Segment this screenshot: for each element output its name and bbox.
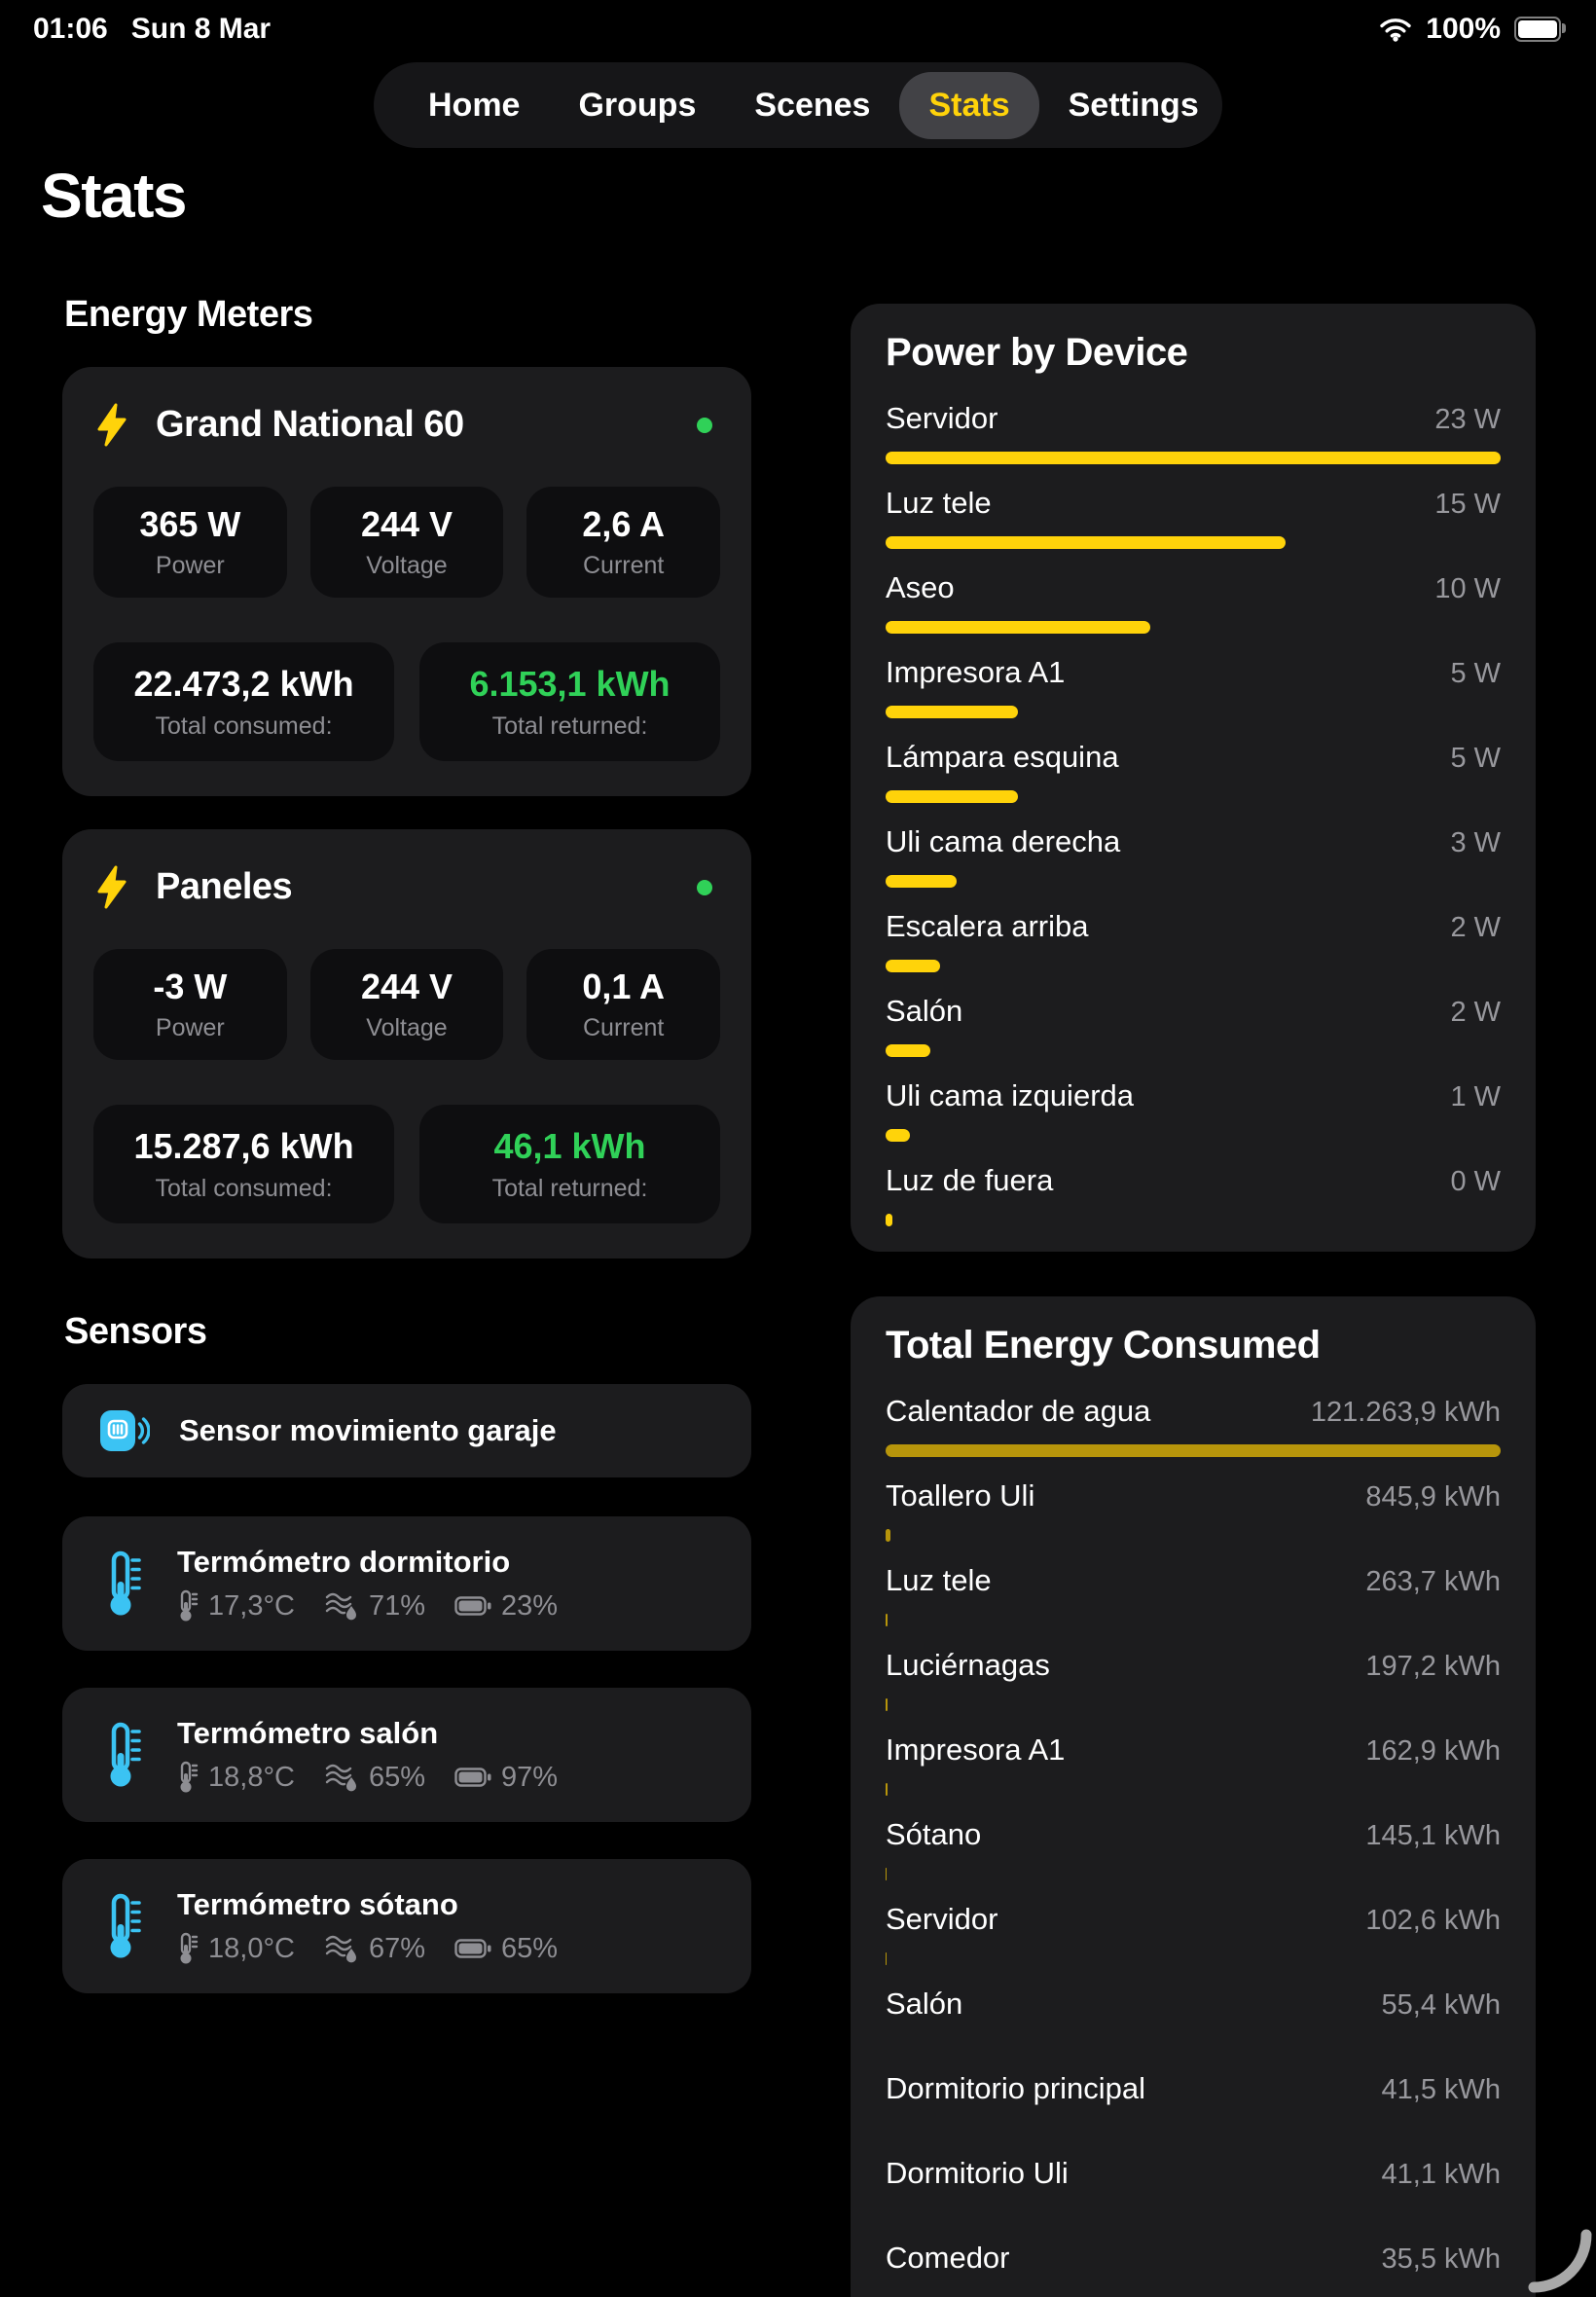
stat-box-current: [526, 487, 720, 598]
device-name: Uli cama derecha: [886, 824, 1121, 858]
total-consumed-value: 15.287,6 kWh: [133, 1125, 354, 1166]
energy-row: [886, 2134, 1501, 2219]
stat-value: 0,1 A: [582, 966, 666, 1006]
device-name: Escalera arriba: [886, 909, 1089, 943]
device-power-row: [886, 634, 1501, 718]
stat-value: 365 W: [139, 504, 241, 544]
humidity-icon: [324, 1762, 359, 1793]
device-power-row: [886, 1142, 1501, 1226]
humidity-reading: [324, 1762, 425, 1794]
battery-reading: [454, 1933, 558, 1965]
device-name: Luz de fuera: [886, 1163, 1054, 1197]
energy-name: Servidor: [886, 1902, 998, 1936]
page-title: Stats: [41, 161, 186, 231]
energy-name: Luz tele: [886, 1563, 992, 1597]
energy-bar: [886, 1614, 888, 1626]
battery-value: 97%: [501, 1761, 559, 1793]
device-power-value: 23 W: [1434, 404, 1501, 435]
sensor-title: Termómetro sótano: [177, 1887, 458, 1921]
total-consumed-box: [93, 642, 394, 761]
thermometer-icon: [99, 1893, 144, 1959]
battery-mini-icon: [454, 1939, 491, 1958]
energy-bar: [886, 1952, 887, 1965]
energy-value: 41,5 kWh: [1381, 2074, 1501, 2105]
device-power-value: 2 W: [1450, 997, 1501, 1028]
energy-name: Toallero Uli: [886, 1478, 1035, 1513]
device-name: Uli cama izquierda: [886, 1078, 1134, 1112]
total-returned-label: Total returned:: [491, 711, 648, 740]
thermometer-icon: [99, 1722, 144, 1788]
energy-name: Comedor: [886, 2241, 1010, 2275]
device-power-value: 0 W: [1450, 1166, 1501, 1197]
device-power-value: 1 W: [1450, 1081, 1501, 1112]
total-returned-box: [419, 1105, 720, 1223]
energy-row: [886, 1965, 1501, 2050]
thermometer-mini-icon: [177, 1932, 199, 1965]
device-power-value: 5 W: [1450, 743, 1501, 774]
panel-title: Total Energy Consumed: [886, 1324, 1321, 1367]
energy-name: Calentador de agua: [886, 1394, 1151, 1428]
device-name: Luz tele: [886, 486, 992, 520]
total-returned-value: 6.153,1 kWh: [469, 663, 671, 704]
humidity-reading: [324, 1590, 425, 1622]
power-bar: [886, 960, 940, 972]
energy-value: 41,1 kWh: [1381, 2159, 1501, 2190]
power-bar: [886, 621, 1150, 634]
energy-bar: [886, 1529, 890, 1542]
tab-settings[interactable]: Settings: [1039, 72, 1228, 139]
status-date: Sun 8 Mar: [130, 13, 272, 45]
power-by-device-panel: [851, 304, 1536, 1252]
stat-box-power: [93, 487, 287, 598]
energy-bar: [886, 1698, 888, 1711]
power-bar: [886, 706, 1018, 718]
total-returned-value: 46,1 kWh: [493, 1125, 646, 1166]
battery-icon: [1514, 17, 1561, 42]
energy-row: [886, 1457, 1501, 1542]
panel-title: Power by Device: [886, 331, 1188, 374]
temperature-value: 17,3°C: [208, 1589, 295, 1622]
stat-value: 244 V: [360, 966, 453, 1006]
corner-arc: [1497, 2198, 1594, 2295]
status-bar: [33, 8, 1567, 51]
energy-meters-heading: Energy Meters: [64, 294, 313, 335]
device-power-row: [886, 803, 1501, 888]
energy-value: 121.263,9 kWh: [1310, 1397, 1501, 1428]
energy-value: 35,5 kWh: [1381, 2243, 1501, 2275]
humidity-reading: [324, 1933, 425, 1965]
temperature-reading: [177, 1761, 295, 1794]
stat-box-current: [526, 949, 720, 1060]
tab-bar: [374, 62, 1222, 148]
sensors-heading: Sensors: [64, 1311, 207, 1352]
device-power-row: [886, 1057, 1501, 1142]
energy-name: Dormitorio Uli: [886, 2156, 1069, 2190]
device-power-value: 10 W: [1434, 573, 1501, 604]
temperature-value: 18,8°C: [208, 1761, 295, 1793]
total-returned-box: [419, 642, 720, 761]
power-bar: [886, 536, 1286, 549]
device-power-row: [886, 464, 1501, 549]
device-power-row: [886, 549, 1501, 634]
online-status-dot: [697, 418, 712, 433]
energy-value: 845,9 kWh: [1365, 1481, 1501, 1513]
stat-box-voltage: [310, 949, 504, 1060]
humidity-value: 67%: [368, 1932, 426, 1964]
tab-groups[interactable]: Groups: [549, 72, 725, 139]
sensor-title: Termómetro salón: [177, 1716, 439, 1750]
humidity-value: 71%: [368, 1589, 426, 1622]
status-time: 01:06: [33, 13, 108, 45]
battery-mini-icon: [454, 1768, 491, 1787]
device-power-value: 2 W: [1450, 912, 1501, 943]
total-energy-panel: [851, 1296, 1536, 2297]
left-column: [62, 294, 751, 2030]
energy-value: 55,4 kWh: [1381, 1989, 1501, 2021]
total-consumed-label: Total consumed:: [155, 1174, 333, 1202]
sensor-title: Sensor movimiento garaje: [179, 1413, 557, 1447]
temperature-reading: [177, 1589, 295, 1622]
power-bar: [886, 1214, 892, 1226]
total-consumed-label: Total consumed:: [155, 711, 333, 740]
temperature-value: 18,0°C: [208, 1932, 295, 1964]
stat-label: Voltage: [366, 552, 448, 579]
bolt-icon: [93, 402, 130, 448]
energy-row: [886, 1880, 1501, 1965]
battery-mini-icon: [454, 1596, 491, 1616]
energy-value: 162,9 kWh: [1365, 1735, 1501, 1767]
meter-card-paneles[interactable]: [62, 829, 751, 1258]
energy-value: 263,7 kWh: [1365, 1566, 1501, 1597]
battery-reading: [454, 1762, 558, 1794]
energy-name: Impresora A1: [886, 1732, 1066, 1767]
power-bar: [886, 1044, 930, 1057]
device-power-value: 3 W: [1450, 827, 1501, 858]
temperature-reading: [177, 1932, 295, 1965]
meter-title: Grand National 60: [156, 404, 464, 445]
battery-value: 65%: [501, 1932, 559, 1964]
energy-bar: [886, 1868, 887, 1880]
energy-row: [886, 1796, 1501, 1880]
device-power-value: 5 W: [1450, 658, 1501, 689]
thermometer-card-dormitorio[interactable]: [62, 1516, 751, 1651]
device-power-row: [886, 972, 1501, 1057]
energy-value: 197,2 kWh: [1365, 1651, 1501, 1682]
humidity-icon: [324, 1933, 359, 1964]
total-consumed-value: 22.473,2 kWh: [133, 663, 354, 704]
humidity-value: 65%: [368, 1761, 426, 1793]
motion-sensor-card[interactable]: [62, 1384, 751, 1477]
energy-row: [886, 2050, 1501, 2134]
thermometer-mini-icon: [177, 1589, 199, 1622]
energy-row: [886, 1626, 1501, 1711]
meter-card-grand-national[interactable]: [62, 367, 751, 796]
device-name: Aseo: [886, 570, 955, 604]
energy-row: [886, 1711, 1501, 1796]
device-name: Salón: [886, 994, 963, 1028]
power-bar: [886, 452, 1501, 464]
power-bar: [886, 875, 957, 888]
wifi-icon: [1379, 17, 1412, 42]
stat-label: Current: [582, 552, 665, 579]
power-bar: [886, 1129, 910, 1142]
energy-row: [886, 2219, 1501, 2297]
device-power-row: [886, 380, 1501, 464]
device-power-row: [886, 888, 1501, 972]
thermometer-card-salon[interactable]: [62, 1688, 751, 1822]
energy-row: [886, 1542, 1501, 1626]
online-status-dot: [697, 880, 712, 895]
sensor-title: Termómetro dormitorio: [177, 1545, 511, 1579]
energy-name: Dormitorio principal: [886, 2071, 1146, 2105]
motion-sensor-icon: [99, 1407, 150, 1454]
stat-value: 244 V: [360, 504, 453, 544]
power-bar: [886, 790, 1018, 803]
stat-box-voltage: [310, 487, 504, 598]
thermometer-icon: [99, 1550, 144, 1617]
stat-label: Power: [155, 1014, 225, 1041]
stat-label: Current: [582, 1014, 665, 1041]
tab-home[interactable]: Home: [399, 72, 549, 139]
battery-percent: 100%: [1426, 13, 1501, 45]
device-power-value: 15 W: [1434, 489, 1501, 520]
bolt-icon: [93, 864, 130, 910]
thermometer-card-sotano[interactable]: [62, 1859, 751, 1993]
stat-value: -3 W: [153, 966, 228, 1006]
tab-scenes[interactable]: Scenes: [725, 72, 899, 139]
device-power-row: [886, 718, 1501, 803]
device-name: Servidor: [886, 401, 998, 435]
energy-value: 145,1 kWh: [1365, 1820, 1501, 1851]
total-consumed-box: [93, 1105, 394, 1223]
thermometer-mini-icon: [177, 1761, 199, 1794]
energy-bar: [886, 1444, 1501, 1457]
tab-stats[interactable]: Stats: [899, 72, 1038, 139]
total-returned-label: Total returned:: [491, 1174, 648, 1202]
device-name: Impresora A1: [886, 655, 1066, 689]
battery-reading: [454, 1590, 558, 1622]
humidity-icon: [324, 1590, 359, 1622]
energy-name: Salón: [886, 1987, 963, 2021]
energy-name: Luciérnagas: [886, 1648, 1050, 1682]
energy-name: Sótano: [886, 1817, 982, 1851]
stat-label: Power: [155, 552, 225, 579]
device-name: Lámpara esquina: [886, 740, 1119, 774]
stat-value: 2,6 A: [582, 504, 666, 544]
battery-value: 23%: [501, 1589, 559, 1622]
energy-row: [886, 1372, 1501, 1457]
stat-box-power: [93, 949, 287, 1060]
energy-value: 102,6 kWh: [1365, 1905, 1501, 1936]
stat-label: Voltage: [366, 1014, 448, 1041]
right-column: [851, 304, 1536, 2297]
energy-bar: [886, 1783, 888, 1796]
meter-title: Paneles: [156, 866, 293, 907]
